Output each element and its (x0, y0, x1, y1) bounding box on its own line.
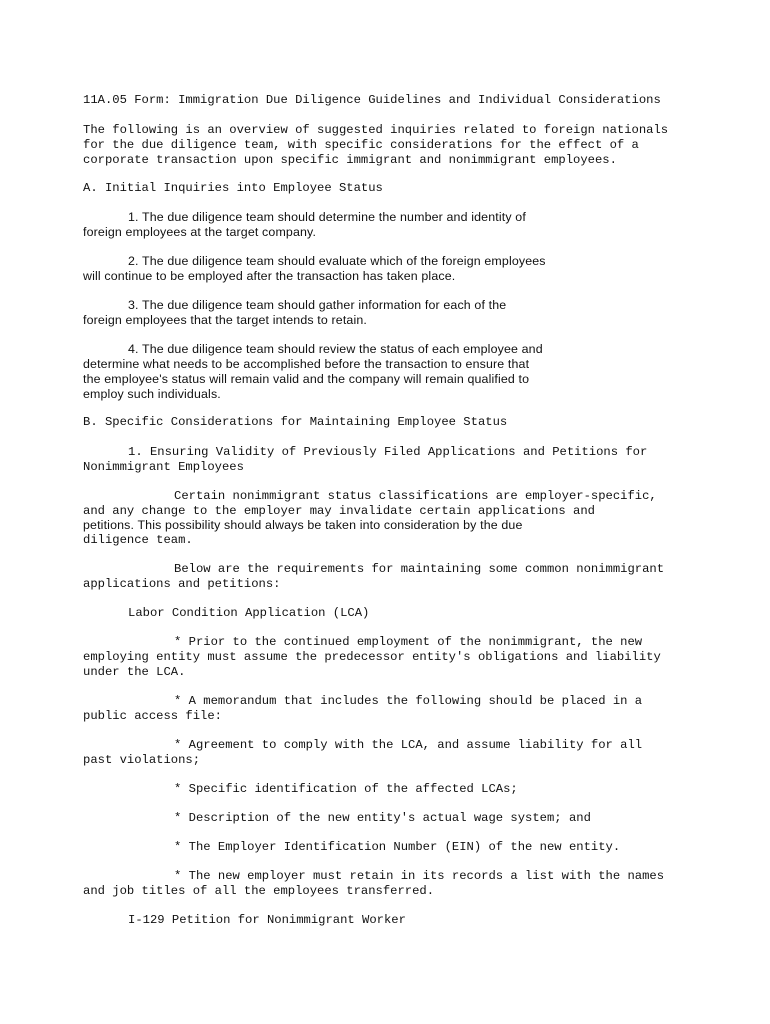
lca-bullet-cont: past violations; (83, 753, 201, 767)
paragraph-line: petitions. This possibility should always be taken into consideration by the due (83, 518, 523, 532)
section-a-item-4-cont: the employee's status will remain valid and the company will remain qualified to (83, 372, 530, 386)
paragraph-line: Certain nonimmigrant status classifications are employer-specific, (174, 489, 657, 503)
paragraph-line: applications and petitions: (83, 577, 281, 591)
lca-bullet: * The new employer must retain in its records a list with the names (174, 869, 665, 883)
document-title: 11A.05 Form: Immigration Due Diligence Guidelines and Individual Considerations (83, 93, 661, 107)
section-a-item-2-cont: will continue to be employed after the transaction has taken place. (83, 269, 456, 283)
lca-bullet: * The Employer Identification Number (EIN) of the new entity. (174, 840, 621, 854)
section-a-item-4-cont: determine what needs to be accomplished before the transaction to ensure that (83, 357, 530, 371)
paragraph-line: and any change to the employer may invalidate certain applications and (83, 504, 595, 518)
section-a-item-4-cont: employ such individuals. (83, 387, 221, 401)
lca-bullet-cont: under the LCA. (83, 665, 186, 679)
section-b-sub-1: 1. Ensuring Validity of Previously Filed Applications and Petitions for (128, 445, 648, 459)
section-a-item-1-cont: foreign employees at the target company. (83, 225, 317, 239)
section-a-heading: A. Initial Inquiries into Employee Status (83, 181, 383, 195)
lca-bullet-cont: and job titles of all the employees transferred. (83, 884, 435, 898)
intro-line: The following is an overview of suggested inquiries related to foreign nationals (83, 123, 669, 137)
lca-bullet: * Specific identification of the affected LCAs; (174, 782, 518, 796)
lca-bullet: * Description of the new entity's actual wage system; and (174, 811, 591, 825)
paragraph-line: Below are the requirements for maintaining some common nonimmigrant (174, 562, 665, 576)
section-b-sub-1-cont: Nonimmigrant Employees (83, 460, 244, 474)
lca-bullet: * A memorandum that includes the following should be placed in a (174, 694, 643, 708)
lca-bullet-cont: employing entity must assume the predecessor entity's obligations and liability (83, 650, 661, 664)
paragraph-line: diligence team. (83, 533, 193, 547)
section-a-item-3: 3. The due diligence team should gather information for each of the (128, 298, 507, 312)
lca-bullet: * Agreement to comply with the LCA, and assume liability for all (174, 738, 643, 752)
section-a-item-4: 4. The due diligence team should review the status of each employee and (128, 342, 543, 356)
lca-bullet: * Prior to the continued employment of the nonimmigrant, the new (174, 635, 643, 649)
lca-heading: Labor Condition Application (LCA) (128, 606, 370, 620)
section-a-item-2: 2. The due diligence team should evaluate which of the foreign employees (128, 254, 546, 268)
lca-bullet-cont: public access file: (83, 709, 222, 723)
i129-heading: I-129 Petition for Nonimmigrant Worker (128, 913, 406, 927)
section-b-heading: B. Specific Considerations for Maintaining Employee Status (83, 415, 508, 429)
section-a-item-3-cont: foreign employees that the target intends to retain. (83, 313, 368, 327)
section-a-item-1: 1. The due diligence team should determine the number and identity of (128, 210, 526, 224)
intro-line: corporate transaction upon specific immigrant and nonimmigrant employees. (83, 153, 617, 167)
intro-line: for the due diligence team, with specific considerations for the effect of a (83, 138, 639, 152)
